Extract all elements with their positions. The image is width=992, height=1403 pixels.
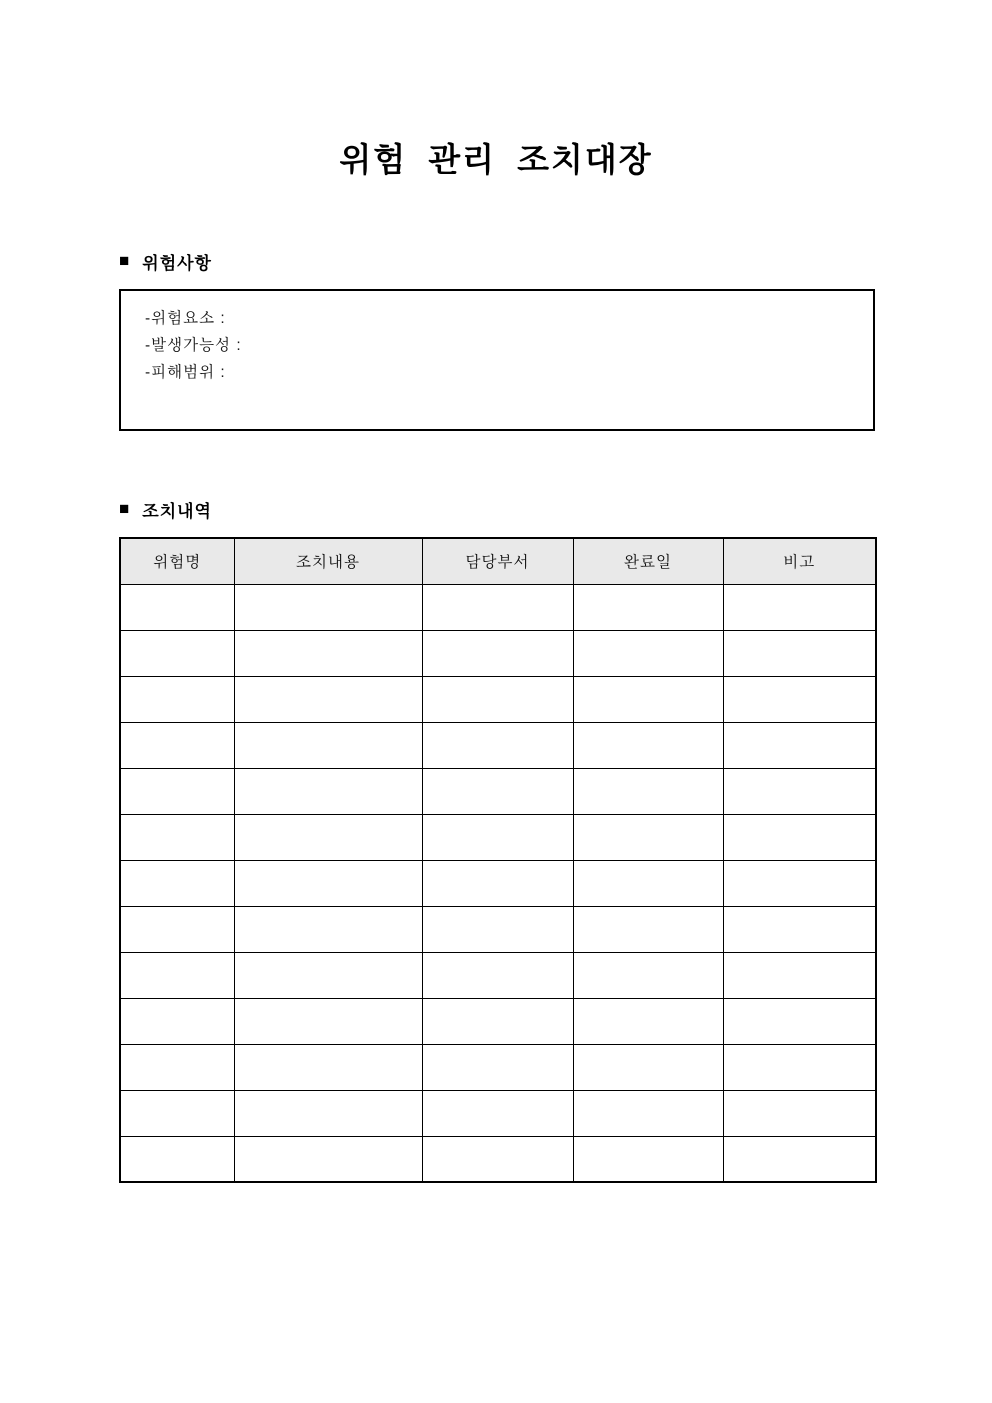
- field-label-damage-scope: -피해범위 :: [145, 364, 226, 381]
- column-header-0: 위험명: [120, 538, 234, 584]
- table-row: [120, 906, 876, 952]
- table-cell: [120, 676, 234, 722]
- table-cell: [422, 906, 573, 952]
- table-cell: [723, 722, 876, 768]
- table-row: [120, 722, 876, 768]
- table-cell: [573, 676, 723, 722]
- table-cell: [234, 906, 422, 952]
- table-cell: [723, 906, 876, 952]
- section-heading-actions: [119, 497, 212, 522]
- table-cell: [422, 630, 573, 676]
- table-cell: [422, 722, 573, 768]
- table-cell: [723, 1044, 876, 1090]
- table-cell: [723, 952, 876, 998]
- table-cell: [573, 584, 723, 630]
- table-cell: [723, 998, 876, 1044]
- table-cell: [120, 1136, 234, 1182]
- table-cell: [422, 952, 573, 998]
- table-row: [120, 584, 876, 630]
- table-cell: [723, 630, 876, 676]
- column-header-2: 담당부서: [422, 538, 573, 584]
- table-cell: [573, 906, 723, 952]
- table-cell: [573, 1044, 723, 1090]
- field-label-occurrence-probability: -발생가능성 :: [145, 337, 242, 354]
- table-cell: [234, 584, 422, 630]
- table-cell: [234, 1090, 422, 1136]
- table-header-row: [120, 538, 876, 584]
- table-cell: [234, 998, 422, 1044]
- table-row: [120, 1090, 876, 1136]
- table-cell: [234, 952, 422, 998]
- table-cell: [120, 1090, 234, 1136]
- square-bullet-icon: ■: [119, 251, 131, 270]
- table-cell: [120, 584, 234, 630]
- table-cell: [120, 906, 234, 952]
- table-cell: [120, 860, 234, 906]
- page-title: 위험 관리 조치대장: [339, 141, 653, 178]
- table-cell: [723, 676, 876, 722]
- section-heading-risk: [119, 249, 212, 274]
- table-cell: [120, 814, 234, 860]
- table-cell: [422, 998, 573, 1044]
- table-cell: [573, 998, 723, 1044]
- table-cell: [573, 630, 723, 676]
- table-cell: [422, 768, 573, 814]
- column-header-3: 완료일: [573, 538, 723, 584]
- table-cell: [723, 860, 876, 906]
- table-row: [120, 860, 876, 906]
- column-header-4: 비고: [723, 538, 876, 584]
- table-row: [120, 1136, 876, 1182]
- table-cell: [573, 722, 723, 768]
- table-cell: [573, 814, 723, 860]
- table-row: [120, 768, 876, 814]
- table-cell: [120, 1044, 234, 1090]
- table-cell: [234, 1044, 422, 1090]
- table-row: [120, 998, 876, 1044]
- table-cell: [723, 814, 876, 860]
- table-cell: [422, 1044, 573, 1090]
- square-bullet-icon: ■: [119, 499, 131, 518]
- table-cell: [234, 1136, 422, 1182]
- table-cell: [573, 860, 723, 906]
- table-cell: [422, 814, 573, 860]
- table-cell: [234, 676, 422, 722]
- table-cell: [234, 814, 422, 860]
- table-row: [120, 1044, 876, 1090]
- table-cell: [723, 1136, 876, 1182]
- table-cell: [234, 630, 422, 676]
- risk-details-box: [119, 289, 875, 431]
- column-header-1: 조치내용: [234, 538, 422, 584]
- table-cell: [723, 584, 876, 630]
- field-label-risk-factor: -위험요소 :: [145, 310, 226, 327]
- table-cell: [120, 722, 234, 768]
- table-cell: [422, 1090, 573, 1136]
- actions-table: [119, 537, 877, 1183]
- table-cell: [422, 1136, 573, 1182]
- section-heading-actions-label: 조치내역: [142, 502, 212, 521]
- table-row: [120, 814, 876, 860]
- table-cell: [234, 768, 422, 814]
- table-cell: [723, 1090, 876, 1136]
- risk-fields: [121, 291, 873, 386]
- table-row: [120, 676, 876, 722]
- table-row: [120, 630, 876, 676]
- table-cell: [422, 584, 573, 630]
- table-cell: [573, 1090, 723, 1136]
- table-cell: [723, 768, 876, 814]
- table-cell: [573, 768, 723, 814]
- table-cell: [234, 860, 422, 906]
- table-cell: [120, 952, 234, 998]
- table-cell: [573, 952, 723, 998]
- table-row: [120, 952, 876, 998]
- table-cell: [234, 722, 422, 768]
- table-cell: [422, 860, 573, 906]
- section-heading-risk-label: 위험사항: [142, 254, 212, 273]
- table-cell: [422, 676, 573, 722]
- table-cell: [120, 630, 234, 676]
- table-cell: [120, 768, 234, 814]
- table-cell: [573, 1136, 723, 1182]
- table-cell: [120, 998, 234, 1044]
